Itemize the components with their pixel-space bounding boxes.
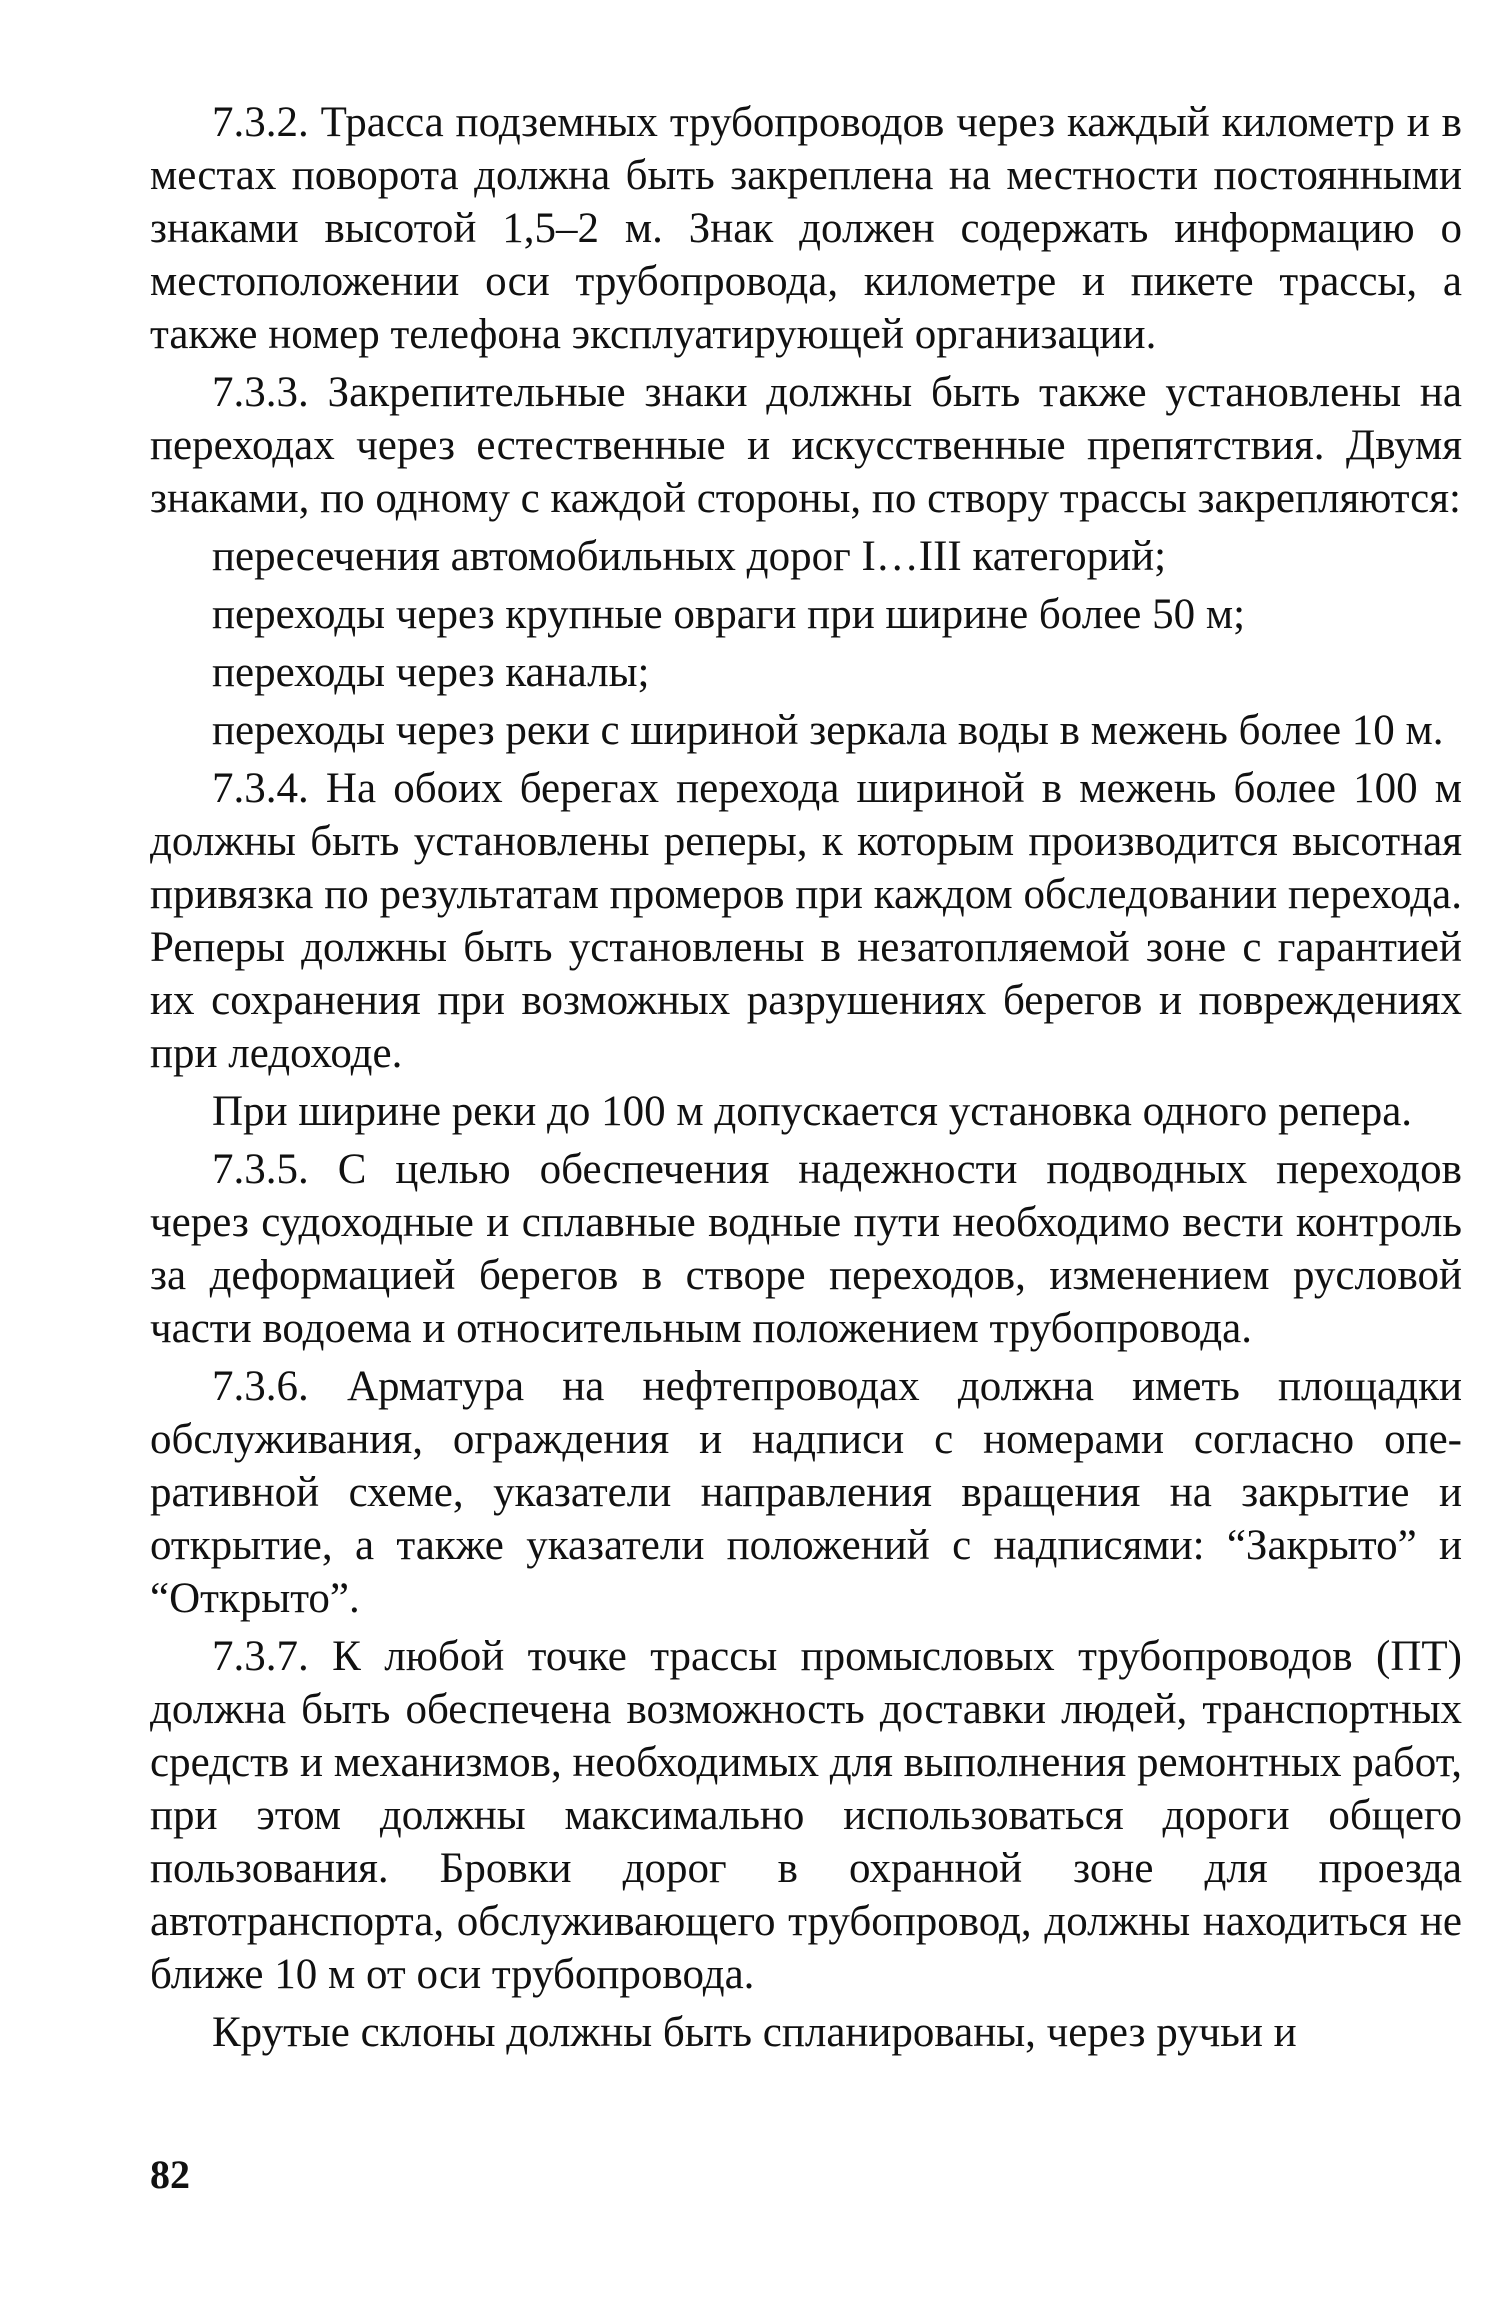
paragraph-slopes: Крутые склоны должны быть спланированы, через ручьи и <box>212 2009 1297 2056</box>
paragraph-7-3-2: 7.3.2. Трасса подземных трубопроводов через каждый километр и в местах поворота должна быть закреплена на местности постоянными знаками высотой 1,5–2 м. Знак должен содержать информацию о местоположении оси трубопровода, километре и пикете трассы, а также номер телефона эксплуатирующей организации. <box>150 99 1462 358</box>
paragraph-7-3-5: 7.3.5. С целью обеспечения надежности подводных переходов через судоходные и сплавные водные пути необходимо вести контроль за деформацией берегов в створе переходов, изменением русловой части водоема и относительным положением трубопровода. <box>150 1146 1462 1352</box>
list-item: переходы через крупные овраги при ширине более 50 м; <box>212 591 1246 638</box>
paragraph-7-3-6: 7.3.6. Арматура на нефтепроводах должна иметь площадки обслуживания, ограждения и надписи с номерами согласно оперативной схеме, указатели направления вращения на закрытие и открытие, а также указатели положений с надписями: “Закрыто” и “Открыто”. <box>150 1363 1462 1622</box>
list-item: переходы через каналы; <box>212 649 650 696</box>
paragraph-7-3-7: 7.3.7. К любой точке трассы промысловых трубопроводов (ПТ) должна быть обеспечена возможность доставки людей, транспортных средств и механизмов, необходимых для выполнения ремонтных работ, при этом должны максимально использоваться дороги общего пользования. Бровки дорог в охранной зоне для проезда автотранспорта, обслуживающего трубопровод, должны находиться не ближе 10 м от оси трубопровода. <box>150 1633 1462 1998</box>
list-item: переходы через реки с шириной зеркала воды в межень более 10 м. <box>212 707 1444 754</box>
paragraph-reper-note: При ширине реки до 100 м допускается установка одного репера. <box>212 1088 1413 1135</box>
paragraph-7-3-4: 7.3.4. На обоих берегах перехода шириной в межень более 100 м должны быть установлены реперы, к которым производится высотная привязка по результатам промеров при каждом обследовании перехода. Реперы должны быть установлены в незатопляемой зоне с гарантией их сохранения при возможных разрушениях берегов и повреждениях при ледоходе. <box>150 765 1462 1077</box>
page-body <box>150 96 1462 2064</box>
list-item: пересечения автомобильных дорог I…III категорий; <box>212 533 1167 580</box>
page-number: 82 <box>150 2152 190 2197</box>
paragraph-7-3-3: 7.3.3. Закрепительные знаки должны быть также установлены на переходах через естественные и искусственные препятствия. Двумя знаками, по одному с каждой стороны, по створу трассы закрепляются: <box>150 369 1462 522</box>
